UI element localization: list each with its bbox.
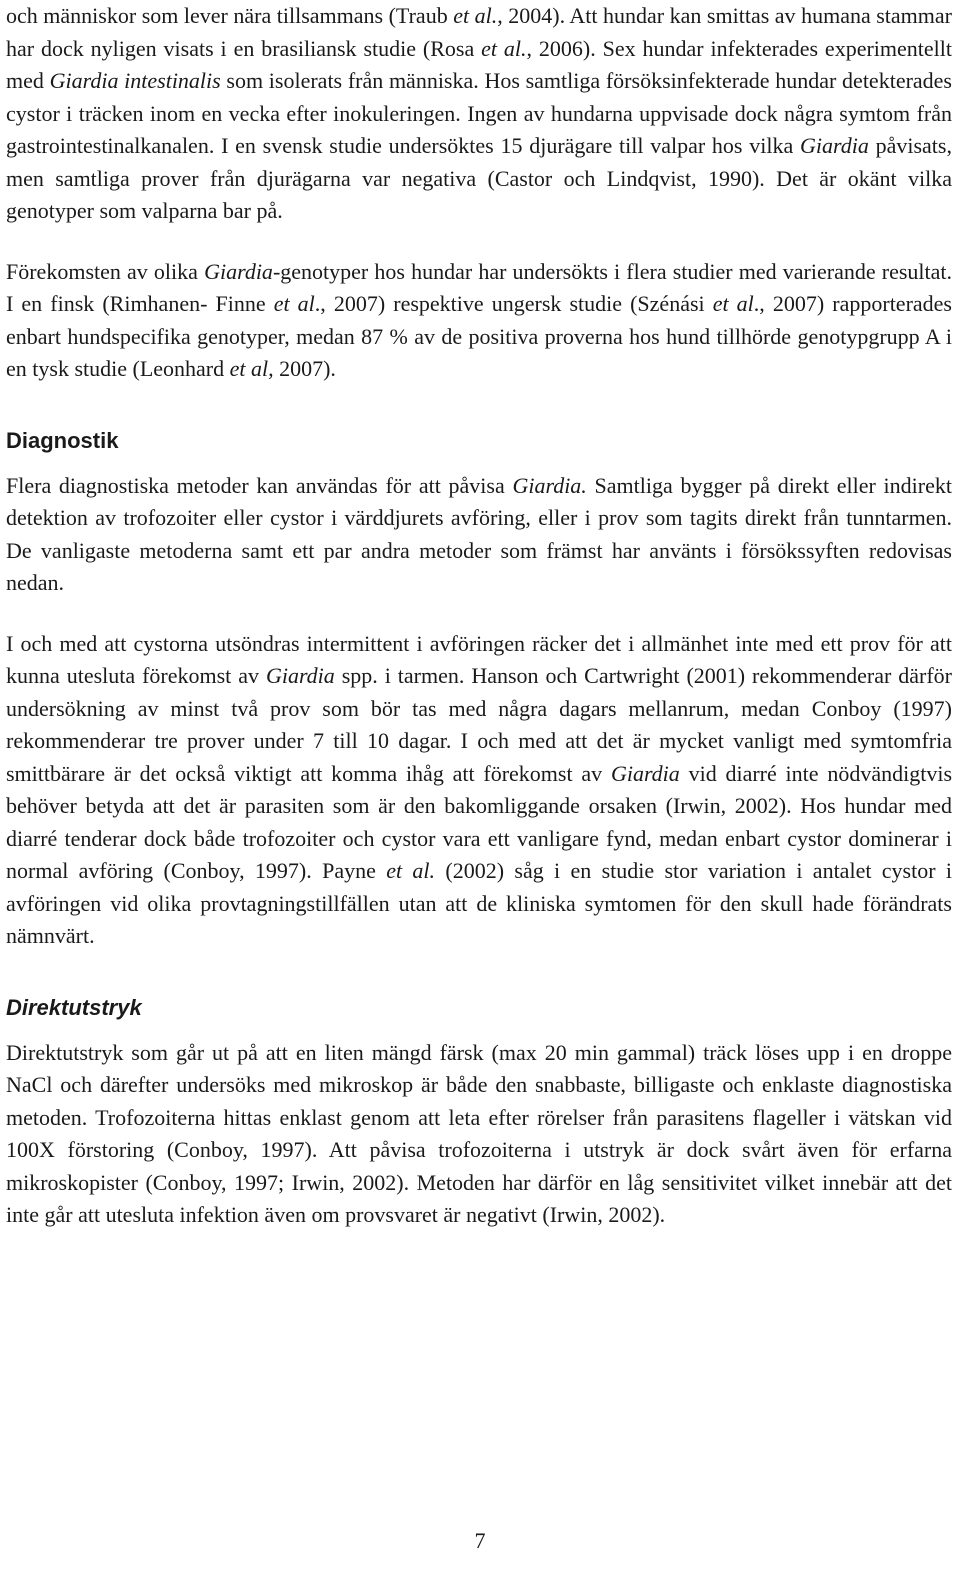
species-name: Giardia.	[512, 472, 587, 498]
text-run: påvisats, men samtliga prover från djurägarna var negativa (Castor och Lindqvist, 1990). Det är okänt vilka genotyper som valparna bar på.	[6, 133, 952, 223]
text-run: 2007).	[273, 356, 336, 381]
text-run: , 2004). Att hundar kan smittas av humana stammar har dock nyligen visats i en brasiliansk studie (Rosa	[6, 3, 952, 61]
italic-citation: et al.	[386, 858, 436, 883]
species-name: Giardia	[204, 258, 273, 284]
species-name: Giardia	[265, 663, 335, 688]
italic-citation: et al.	[481, 35, 527, 61]
paragraph-genotypes	[6, 256, 952, 386]
species-name: Giardia	[610, 760, 680, 786]
italic-citation: et al,	[229, 356, 274, 381]
text-run: Samtliga bygger på direkt eller indirekt detektion av trofozoiter eller cystor i värddjurets avföring, eller i prov som tagits direkt från tunntarmen. De vanligaste metoderna samt ett par andra metoder som främst har använts i försökssyften redovisas nedan.	[6, 472, 952, 595]
text-run: (2002) såg i en studie stor variation i antalet cystor i avföringen vid olika provtagningstillfällen utan att de kliniska symtomen för den skull hade förändrats nämnvärt.	[6, 858, 952, 948]
text-run: och människor som lever nära tillsammans (Traub	[6, 3, 454, 28]
paragraph-intermittent-shedding	[6, 628, 952, 953]
text-run: Förekomsten av olika	[6, 258, 205, 284]
italic-citation: et al	[273, 291, 315, 316]
text-run: spp. i tarmen. Hanson och Cartwright (2001) rekommenderar därför undersökning av minst två prov som bör tas med några dagars mellanrum, medan Conboy (1997) rekommenderar tre prover under 7 till 10 dagar. I och med att det är mycket vanligt med symtomfria smittbärare är det också viktigt att komma ihåg att förekomst av	[6, 663, 952, 786]
italic-citation: et al.	[453, 3, 498, 28]
text-run: vid diarré inte nödvändigtvis behöver betyda att det är parasiten som är den bakomliggande orsaken (Irwin, 2002). Hos hundar med diarré tenderar dock både trofozoiter och cystor vara ett vanligare fynd, medan enbart cystor dominerar i normal avföring (Conboy, 1997). Payne	[6, 760, 953, 883]
text-run: som isolerats från människa. Hos samtliga försöksinfekterade hundar detekterades cystor i träcken inom en vecka efter inokuleringen. Ingen av hundarna uppvisade dock några symtom från gastrointestinalkanalen. I en svensk studie undersöktes 15 djurägare till valpar hos vilka	[6, 68, 952, 158]
paragraph-direct-smear: Direktutstryk som går ut på att en liten mängd färsk (max 20 min gammal) träck löses upp i en droppe NaCl och därefter undersöks med mikroskop är både den snabbaste, billigaste och enklaste diagnostiska metoden. Trofozoiterna hittas enklast genom att leta efter rörelser från parasitens flageller i vätskan vid 100X förstoring (Conboy, 1997). Att påvisa trofozoiterna i utstryk är dock svårt även för erfarna mikroskopister (Conboy, 1997; Irwin, 2002). Metoden har därför en låg sensitivitet vilket innebär att det inte går att utesluta infektion även om provsvaret är negativt (Irwin, 2002).	[6, 1039, 952, 1227]
page-number: 7	[474, 1528, 486, 1553]
species-name: Giardia intestinalis	[49, 68, 221, 93]
paragraph-diagnostic-methods	[6, 470, 952, 600]
text-run: ., 2007) respektive ungersk studie (Szénási	[314, 291, 713, 316]
text-run: , 2006). Sex hundar infekterades experimentellt med	[6, 35, 952, 93]
text-run: -genotyper hos hundar har undersökts i flera studier med varierande resultat. I en finsk (Rimhanen- Finne	[6, 258, 952, 316]
paragraph-transmission	[6, 0, 952, 228]
heading-diagnostik: Diagnostik	[6, 427, 119, 453]
document-page	[6, 0, 952, 1232]
italic-citation: et al	[712, 291, 754, 316]
text-run: Flera diagnostiska metoder kan användas för att påvisa	[6, 472, 513, 498]
text-run: ., 2007) rapporterades enbart hundspecifika genotyper, medan 87 % av de positiva proverna hos hund tillhörde genotypgrupp A i en tysk studie (Leonhard	[6, 291, 952, 381]
heading-direktutstryk: Direktutstryk	[6, 994, 142, 1020]
text-run: I och med att cystorna utsöndras intermittent i avföringen räcker det i allmänhet inte med ett prov för att kunna utesluta förekomst av	[6, 630, 952, 688]
species-name: Giardia	[799, 133, 869, 158]
